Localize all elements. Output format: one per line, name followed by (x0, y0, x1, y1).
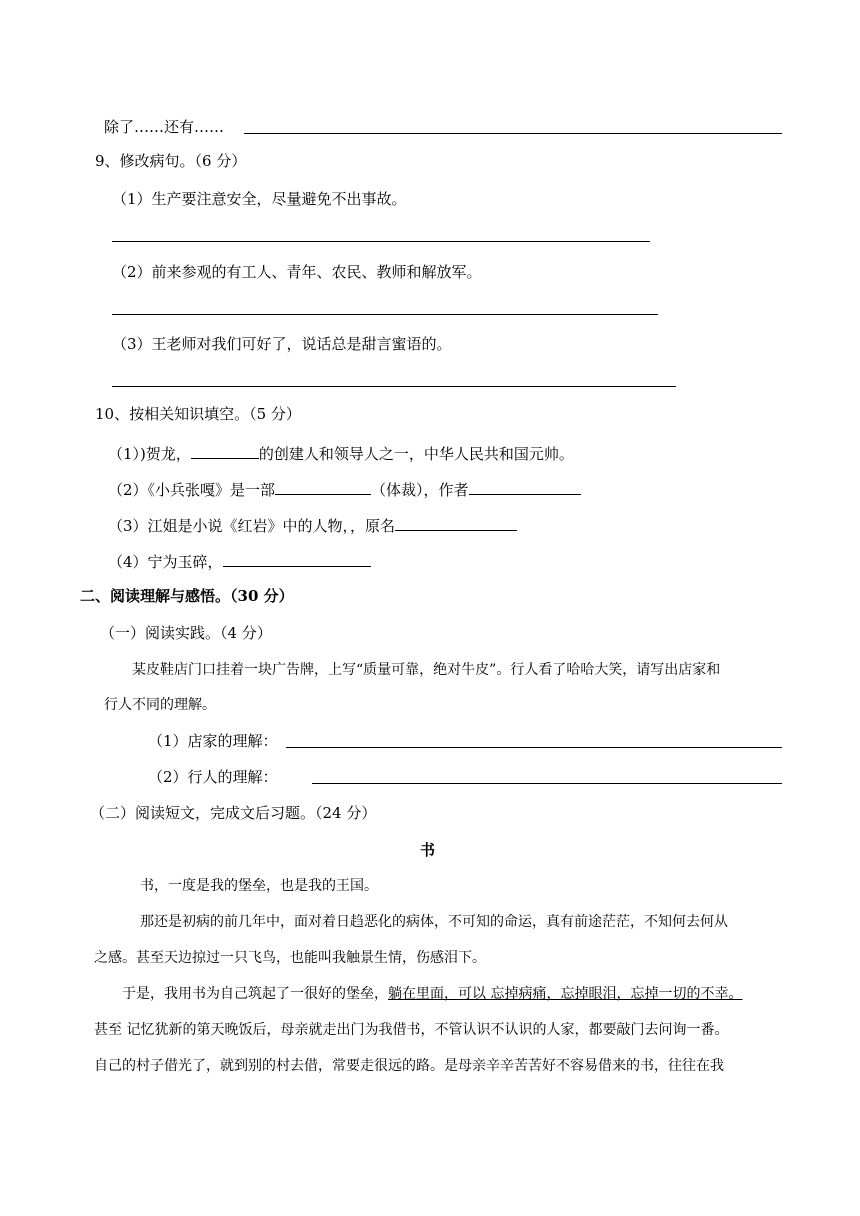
passage-paragraph-3-line-2: 甚至 记忆犹新的第天晚饭后，母亲就走出门为我借书，不管认识不认识的人家，都要敲门去问询一番。 (94, 1022, 729, 1038)
part-1-q1-answer-line[interactable] (286, 747, 782, 748)
part-1-q1-label: （1）店家的理解： (148, 732, 278, 750)
q10-item-3-prefix: （3）江姐是小说《红岩》中的人物，，原名 (108, 517, 396, 535)
q9-answer-line-1[interactable] (112, 241, 650, 242)
passage-paragraph-3-text: 于是，我用书为自己筑起了一很好的堡垒， (122, 986, 388, 1002)
passage-paragraph-1: 书，一度是我的堡垒，也是我的王国。 (140, 878, 378, 894)
q9-item-2: （2）前来参观的有工人、青年、农民、教师和解放军。 (112, 263, 482, 281)
q10-item-1-suffix: 的创建人和领导人之一，中华人民共和国元帅。 (258, 445, 574, 463)
passage-paragraph-3-line-1 (122, 984, 742, 1004)
passage-title: 书 (420, 841, 436, 859)
q10-item-3-blank[interactable] (395, 514, 517, 531)
passage-underlined-sentence: 躺在里面，可以 忘掉病痛，忘掉眼泪，忘掉一切的不幸。 (388, 986, 743, 1002)
section-2-heading: 二、阅读理解与感悟。（30 分） (80, 587, 294, 605)
q8-answer-line[interactable] (244, 133, 782, 134)
passage-paragraph-2-line-1: 那还是初病的前几年中，面对着日趋恶化的病体，不可知的命运，真有前途茫茫，不知何去何从 (140, 914, 728, 930)
q10-item-4-blank[interactable] (223, 550, 371, 567)
q10-item-2-middle: （体裁），作者 (371, 481, 469, 499)
passage-paragraph-3-line-3: 自己的村子借光了，就到别的村去借，常要走很远的路。是母亲辛辛苦苦好不容易借来的书，往往在我 (94, 1058, 724, 1074)
q9-item-3: （3）王老师对我们可好了，说话总是甜言蜜语的。 (112, 335, 452, 353)
part-2-heading: （二）阅读短文，完成文后习题。（24 分） (90, 804, 377, 822)
q10-heading: 10、按相关知识填空。（5 分） (95, 405, 301, 423)
part-1-q2-label: （2）行人的理解： (148, 768, 278, 786)
q10-item-3 (108, 514, 517, 536)
q10-item-4-prefix: （4）宁为玉碎， (108, 553, 223, 571)
q10-item-2 (108, 478, 581, 500)
part-1-paragraph-line-2: 行人不同的理解。 (104, 697, 216, 713)
q10-item-2-author-blank[interactable] (469, 478, 581, 495)
q10-item-2-genre-blank[interactable] (275, 478, 371, 495)
q10-item-1-prefix: （1）)贺龙， (108, 445, 191, 463)
q10-item-2-prefix: （2）《小兵张嘎》是一部 (108, 481, 276, 499)
q9-item-1: （1）生产要注意安全，尽量避免不出事故。 (112, 190, 407, 208)
q10-item-1-blank[interactable] (191, 442, 259, 459)
q9-heading: 9、修改病句。（6 分） (95, 152, 247, 170)
q8-tail-text: 除了……还有…… (104, 118, 225, 136)
part-1-q2-answer-line[interactable] (312, 783, 782, 784)
q9-answer-line-3[interactable] (112, 386, 676, 387)
q9-answer-line-2[interactable] (112, 314, 658, 315)
q10-item-4 (108, 550, 371, 572)
passage-paragraph-2-line-2: 之感。甚至天边掠过一只飞鸟，也能叫我触景生情，伤感泪下。 (94, 950, 486, 966)
part-1-paragraph-line-1: 某皮鞋店门口挂着一块广告牌，上写“质量可靠，绝对牛皮”。行人看了哈哈大笑，请写出店家和 (132, 662, 721, 678)
q10-item-1 (108, 442, 574, 464)
part-1-heading: （一）阅读实践。（4 分） (100, 624, 272, 642)
